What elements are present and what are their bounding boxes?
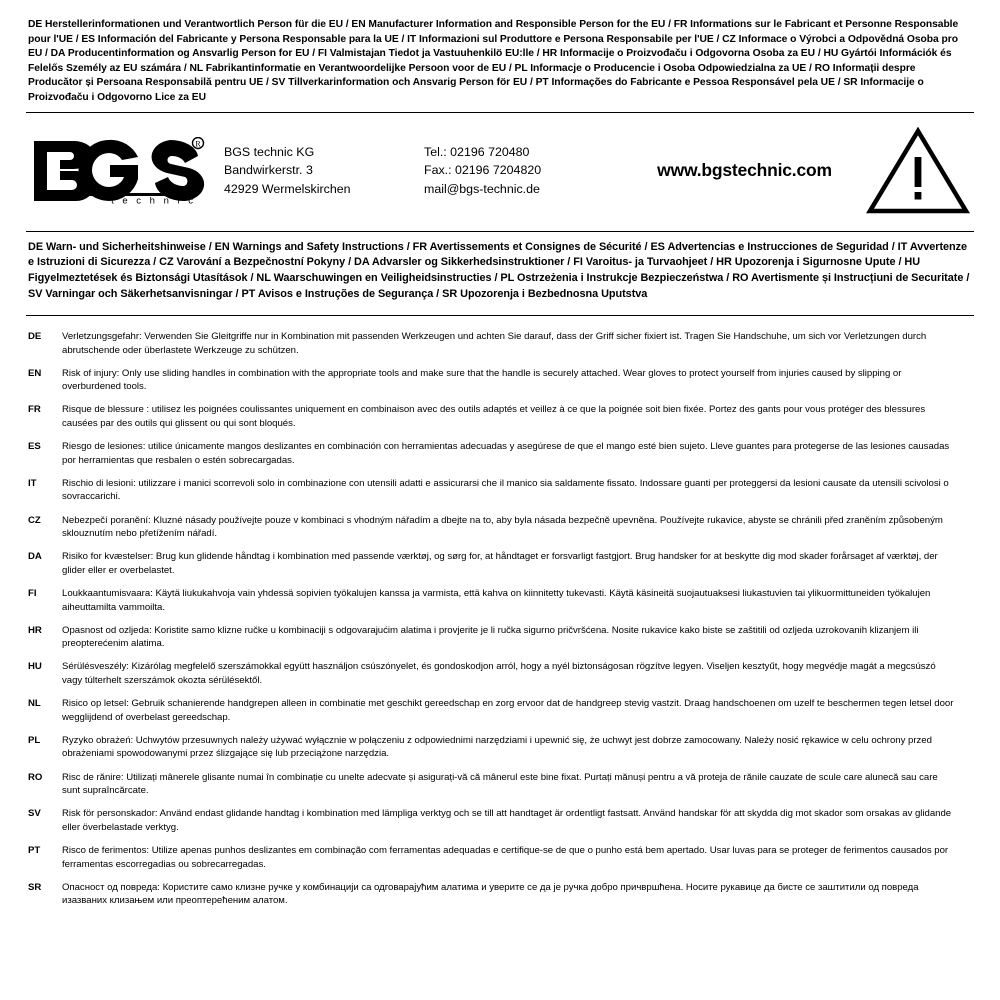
- language-code: CZ: [28, 514, 41, 526]
- list-item: [26, 660, 974, 687]
- company-fax: Fax.: 02196 7204820: [424, 163, 542, 178]
- list-item: [26, 844, 974, 871]
- bgs-logo-icon: [30, 137, 205, 205]
- list-item: [26, 514, 974, 541]
- language-text: Risco de ferimentos: Utilize apenas punhos deslizantes em combinação com ferramentas adequadas e certifique-se de que o punho está bem apertado. Usar luvas para se proteger de ferimentos causados por ferramentas escorregadias ou sobrecarregadas.: [62, 844, 949, 870]
- list-item: [26, 367, 974, 394]
- company-city: 42929 Wermelskirchen: [224, 181, 351, 196]
- language-code: FR: [28, 404, 41, 416]
- language-code: NL: [28, 698, 41, 710]
- svg-text:t e c h n i c: t e c h n i c: [111, 195, 196, 205]
- language-text: Ryzyko obrażeń: Uchwytów przesuwnych należy używać wyłącznie w połączeniu z odpowiednimi narzędziami i upewnić się, że uchwyt jest dobrze zamocowany. Należy nosić rękawice w celu ochrony przed obrażeniami spowodowanymi przez ślizgające się lub przeciążone narzędzia.: [62, 734, 932, 760]
- language-code: PT: [28, 844, 41, 856]
- language-code: HR: [28, 624, 42, 636]
- language-text: Risk of injury: Only use sliding handles in combination with the appropriate tools and make sure that the handle is securely attached. Wear gloves to protect yourself from injuries caused by slipping or overburdened tools.: [62, 367, 902, 393]
- language-text: Risque de blessure : utilisez les poignées coulissantes uniquement en combinaison avec des outils adaptés et veillez à ce que la poignée soit bien fixée. Portez des gants pour vous protéger des blessures causées par des outils qui glissent ou qui sont bloqués.: [62, 404, 926, 429]
- company-tel: Tel.: 02196 720480: [424, 145, 530, 160]
- language-text: Risiko for kvæstelser: Brug kun glidende håndtag i kombination med passende værktøj, og sørg for, at håndtaget er forsvarligt fastgjort. Brug handsker for at beskytte dig mod skader forårsaget af værktøj, der glider eller er overbelastet.: [62, 551, 938, 576]
- bgs-logo: [30, 137, 220, 205]
- language-code: SV: [28, 808, 41, 820]
- list-item: [26, 807, 974, 834]
- list-item: [26, 587, 974, 614]
- language-code: EN: [28, 367, 42, 379]
- warning-triangle: [860, 127, 970, 215]
- language-rows: [26, 316, 974, 908]
- warnings-heading: DE Warn- und Sicherheitshinweise / EN Warnings and Safety Instructions / FR Avertissements et Consignes de Sécurité / ES Advertencias e Instrucciones de Seguridad / IT Avvertenze e Istruzioni di Sicurezza / CZ Varování a Bezpečnostní Pokyny / DA Advarsler og Sikkerhedsinstruktioner / FI Varoitus- ja Turvaohjeet / HR Upozorenja i Sigurnosne Upute / HU Figyelmeztetések és Biztonsági Utasítások / NL Waarschuwingen en Veiligheidsinstructies / PL Ostrzeżenia i Instrukcje Bezpieczeństwa / RO Avertismente și Instrucțiuni de Securitate / SV Varningar och Säkerhetsanvisningar / PT Avisos e Instruções de Segurança / SR Upozorenja i Bezbednosna Uputstva: [28, 240, 970, 301]
- company-contact: [424, 143, 639, 198]
- company-website: www.bgstechnic.com: [657, 160, 832, 181]
- list-item: [26, 734, 974, 761]
- language-code: PL: [28, 734, 41, 746]
- language-code: DA: [28, 551, 42, 563]
- language-text: Riesgo de lesiones: utilice únicamente mangos deslizantes en combinación con herramientas adecuadas y asegúrese de que el mango esté bien sujeto. Lleve guantes para protegerse de las lesiones causadas por herramientas que resbalen o estén sobrecargadas.: [62, 441, 950, 466]
- language-code: HU: [28, 661, 42, 673]
- language-text: Nebezpečí poranění: Kluzné násady používejte pouze v kombinaci s vhodným nářadím a dbejte na to, aby byla násada bezpečně upevněna. Používejte rukavice, abyste se chránili před zraněním způsobeným sklouznutím nebo přetížením nářadí.: [62, 514, 943, 540]
- company-street: Bandwirkerstr. 3: [224, 163, 313, 178]
- company-name: BGS technic KG: [224, 145, 315, 160]
- language-text: Loukkaantumisvaara: Käytä liukukahvoja vain yhdessä sopivien työkalujen kanssa ja varmista, että kahva on kiinnitetty tukevasti. Käytä käsineitä suojautuaksesi liukastuvien tai ylikuormittuneiden työkalujen aiheuttamilta vammoilta.: [62, 587, 931, 613]
- list-item: [26, 697, 974, 724]
- list-item: [26, 330, 974, 357]
- list-item: [26, 403, 974, 430]
- language-code: SR: [28, 881, 42, 893]
- list-item: [26, 624, 974, 651]
- language-text: Risc de rănire: Utilizați mânerele glisante numai în combinație cu unelte adecvate și asigurați-vă că mânerul este bine fixat. Purtați mănuși pentru a vă proteja de rănile cauzate de scule care alunecă sau care sunt supraîncărcate.: [62, 771, 938, 797]
- language-text: Verletzungsgefahr: Verwenden Sie Gleitgriffe nur in Kombination mit passenden Werkzeugen und achten Sie darauf, dass der Griff sicher fixiert ist. Tragen Sie Handschuhe, um sich vor Verletzungen durch abrutschende oder überlastete Werkzeuge zu schützen.: [62, 330, 927, 356]
- list-item: [26, 550, 974, 577]
- language-code: FI: [28, 587, 37, 599]
- language-text: Risk för personskador: Använd endast glidande handtag i kombination med lämpliga verktyg och se till att handtaget är ordentligt fastsatt. Använd handskar för att skydda dig mot skador som orsakas av glidande eller överbelastade verktyg.: [62, 808, 952, 833]
- manufacturer-info-heading: DE Herstellerinformationen und Verantwortlich Person für die EU / EN Manufacturer Information and Responsible Person for the EU / FR Informations sur le Fabricant et Personne Responsable pour l'UE / ES Información del Fabricante y Persona Responsable para la UE / IT Informazioni sul Produttore e Persona Responsabile per l'UE / CZ Informace o Výrobci a Odpovědná Osoba pro EU / DA Producentinformation og Ansvarlig Person for EU / FI Valmistajan Tiedot ja Vastuuhenkilö EU:lle / HR Informacije o Proizvođaču i Odgovorna Osoba za EU / HU Gyártói Információk és Felelős Személy az EU számára / NL Fabrikantinformatie en Verantwoordelijke Persoon voor de EU / PL Informacje o Producencie i Osoba Odpowiedzialna za UE / RO Informații despre Producător și Persoana Responsabilă pentru UE / SV Tillverkarinformation och Ansvarig Person för EU / PT Informações do Fabricante e Pessoa Responsável pela UE / SR Informacije o Proizvođaču i Odgovorno Lice za EU: [28, 19, 959, 104]
- language-code: DE: [28, 330, 42, 342]
- svg-text:R: R: [195, 139, 201, 149]
- language-text: Opasnost od ozljeda: Koristite samo klizne ručke u kombinaciji s odgovarajućim alatima i provjerite je li ručka sigurno pričvršćena. Nosite rukavice kako biste se zaštitili od ozljeda uzrokovanih klizanjem ili preopterećenim alatima.: [62, 624, 919, 650]
- list-item: [26, 477, 974, 504]
- company-info-block: [26, 113, 974, 227]
- company-email: mail@bgs-technic.de: [424, 181, 540, 196]
- language-code: RO: [28, 771, 43, 783]
- language-code: ES: [28, 441, 41, 453]
- language-text: Опасност од повреда: Користите само клизне ручке у комбинацији са одговарајућим алатима и уверите се да је ручка добро причвршћена. Носите рукавице да бисте се заштитили од повреда изазваних клизањем или преоптерећеним алатом.: [62, 881, 919, 907]
- warning-triangle-icon: [866, 127, 970, 215]
- list-item: [26, 440, 974, 467]
- list-item: [26, 771, 974, 798]
- language-text: Rischio di lesioni: utilizzare i manici scorrevoli solo in combinazione con utensili adatti e assicurarsi che il manico sia saldamente fissato. Indossare guanti per proteggersi da lesioni causate da utensili scivolosi o sovraccarichi.: [62, 477, 949, 503]
- language-code: IT: [28, 477, 37, 489]
- language-text: Sérülésveszély: Kizárólag megfelelő szerszámokkal együtt használjon csúszónyelet, és gondoskodjon arról, hogy a nyél biztonságosan rögzítve legyen. Viseljen kesztyűt, hogy megvédje magát a megcsúszó vagy túlterhelt szerszámok okozta sérülésektől.: [62, 661, 936, 686]
- list-item: [26, 881, 974, 908]
- language-text: Risico op letsel: Gebruik schanierende handgrepen alleen in combinatie met geschikt gereedschap en zorg ervoor dat de handgreep stevig vastzit. Draag handschoenen om uzelf te beschermen tegen letsel door wegglijdend of overbelast gereedschap.: [62, 698, 954, 723]
- company-address: [220, 143, 424, 198]
